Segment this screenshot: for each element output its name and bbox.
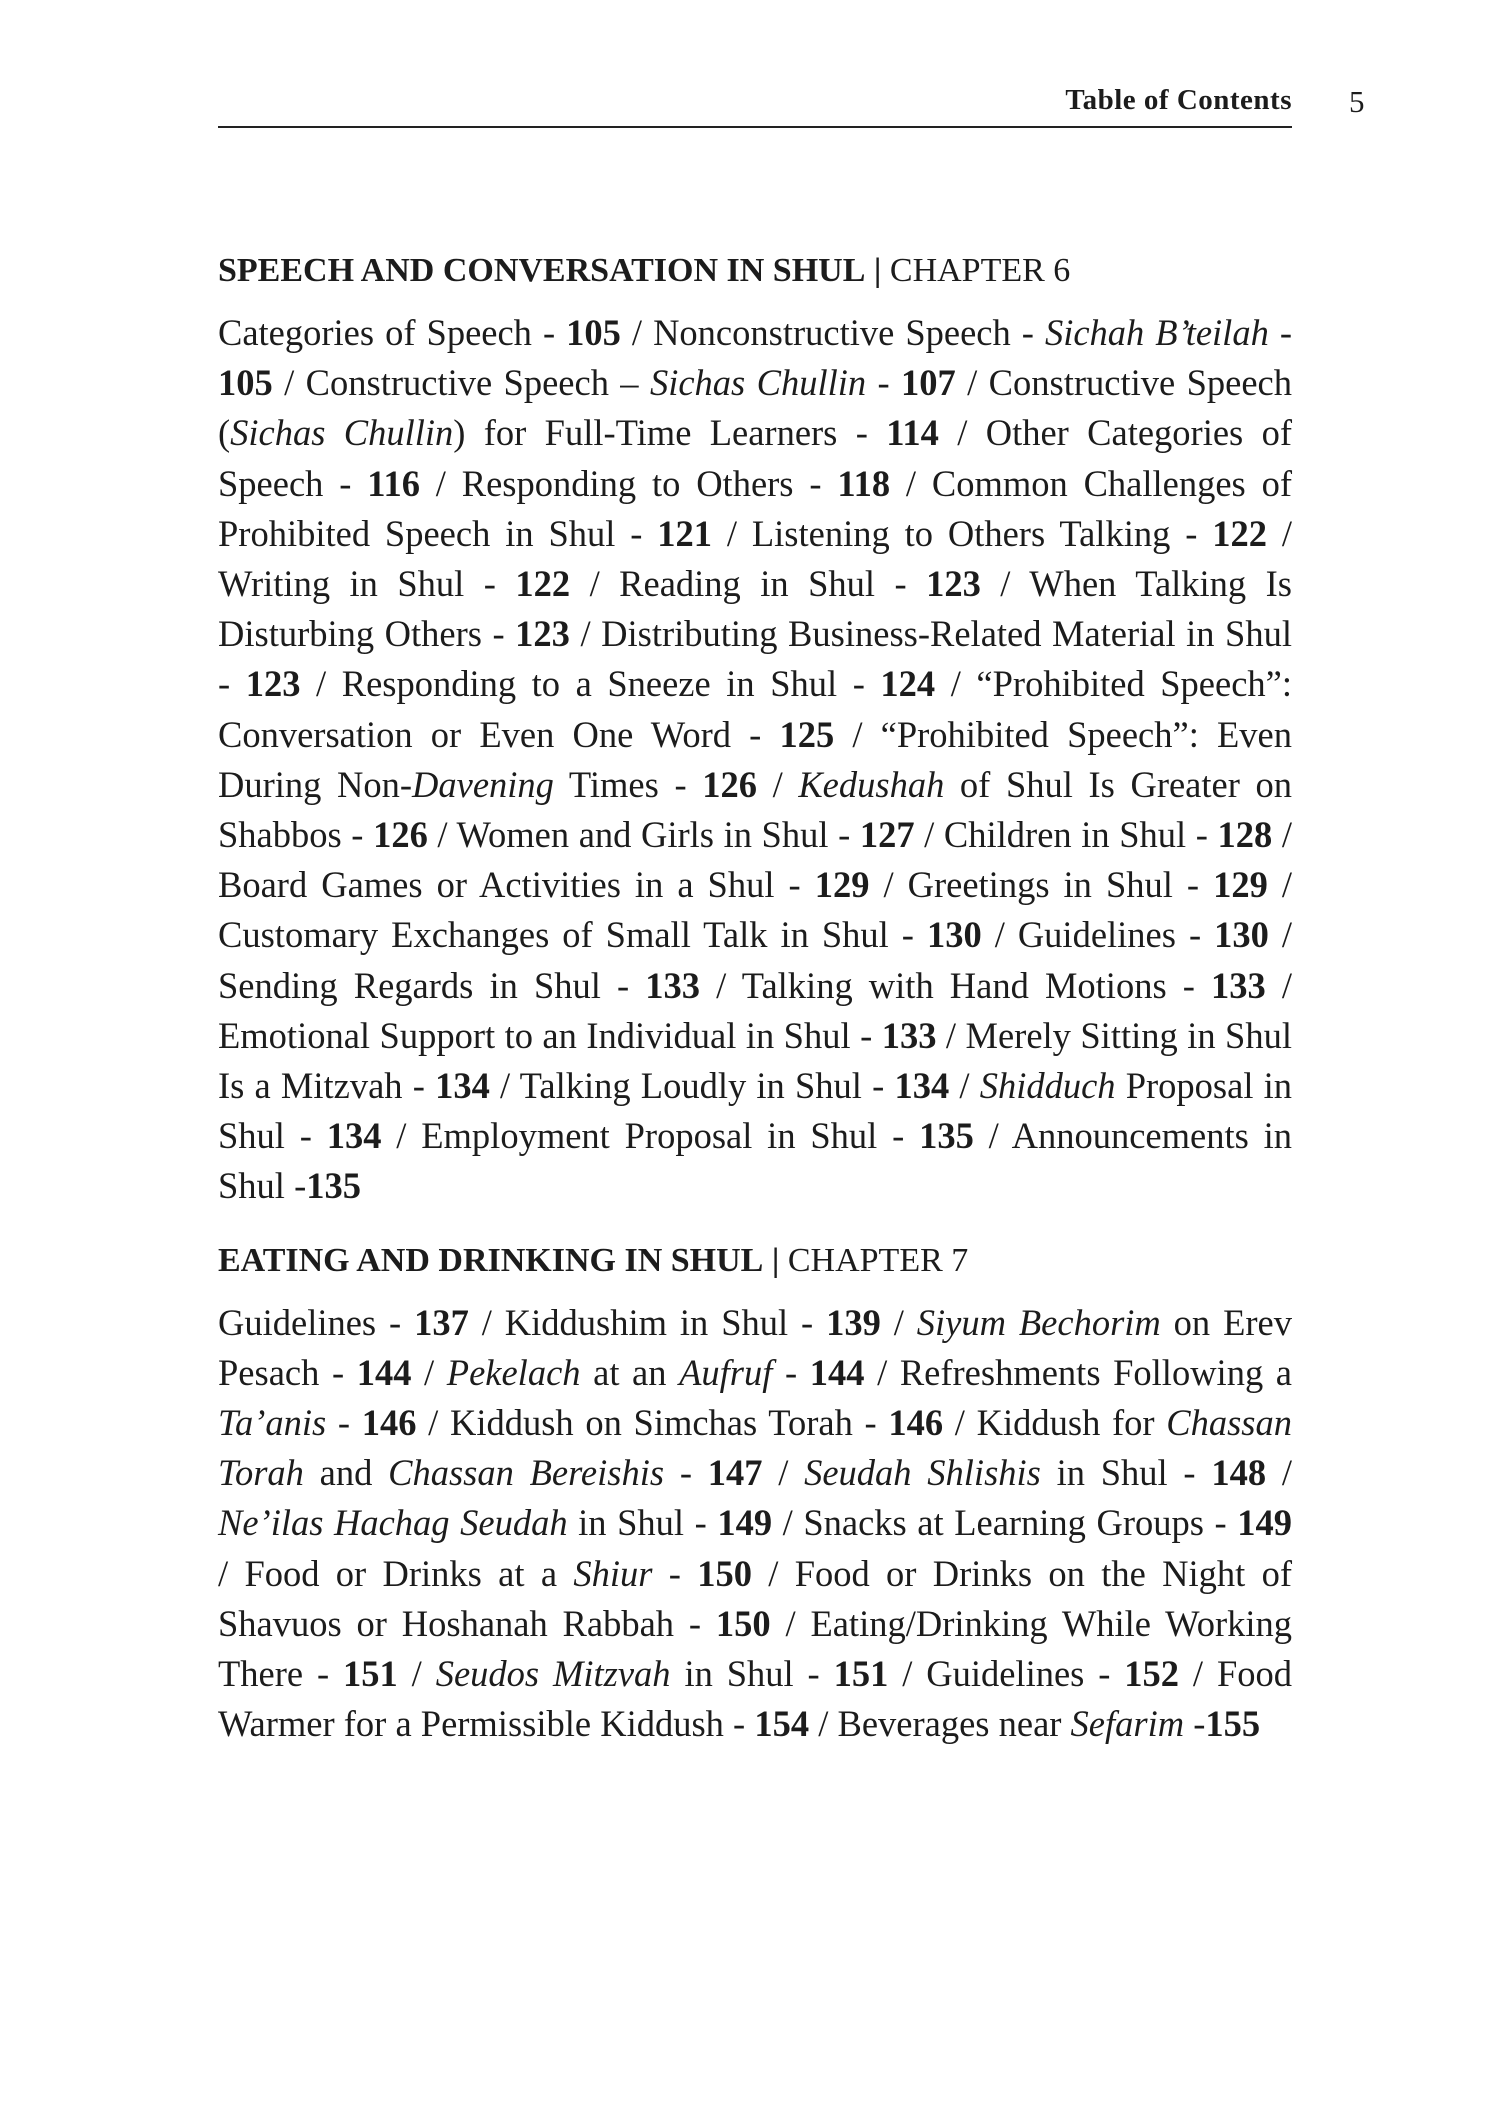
toc-entry-page: 121: [657, 512, 713, 554]
toc-entries: Guidelines - 137 / Kiddushim in Shul - 139 / Siyum Bechorim on Erev Pesach - 144 / Pekelach at an Aufruf - 144 / Refreshments Following a Ta’anis - 146 / Kiddush on Simchas Torah - 146 / Kiddush for Chassan Torah and Chassan Bereishis - 147 / Seudah Shlishis in Shul - 148 / Ne’ilas Hachag Seudah in Shul - 149 / Snacks at Learning Groups - 149 / Food or Drinks at a Shiur - 150 / Food or Drinks on the Night of Shavuos or Hoshanah Rabbah - 150 / Eating/Drinking While Working There - 151 / Seudos Mitzvah in Shul - 151 / Guidelines - 152 / Food Warmer for a Permissible Kiddush - 154 / Beverages near Sefarim -155: [218, 1301, 1293, 1745]
toc-entry-title: Snacks at Learning Groups: [803, 1502, 1204, 1544]
toc-entry-title: Common Challenges of Prohibited Speech in Shul: [218, 462, 1292, 554]
toc-entry-title: Writing in Shul: [218, 563, 465, 605]
toc-entry: Constructive Speech – Sichas Chullin - 107: [305, 362, 956, 404]
toc-entry-page: 149: [1237, 1502, 1292, 1544]
chapter-heading: [218, 248, 1292, 294]
toc-entry-title: Food or Drinks on the Night of Shavuos or Hoshanah Rabbah: [218, 1552, 1292, 1644]
toc-entry-title: Food or Drinks at a Shiur: [244, 1552, 653, 1594]
chapter-section: [218, 248, 1292, 1212]
toc-entry-title: Guidelines: [218, 1301, 377, 1343]
toc-entry: Siyum Bechorim on Erev Pesach - 144: [218, 1301, 1292, 1393]
toc-entry-title: Sending Regards in Shul: [218, 964, 601, 1006]
toc-entry-page: 125: [779, 713, 835, 755]
toc-entry: Seudos Mitzvah in Shul - 151: [435, 1653, 889, 1695]
toc-entry-page: 122: [1212, 512, 1267, 554]
toc-entry: Talking Loudly in Shul - 134: [519, 1065, 950, 1107]
toc-entry: Merely Sitting in Shul Is a Mitzvah - 134: [218, 1014, 1292, 1107]
toc-entry-title: Ne’ilas Hachag Seudah in Shul: [218, 1502, 685, 1544]
toc-entry: Constructive Speech (Sichas Chullin) for Full-Time Learners - 114: [218, 362, 1292, 454]
toc-entry: When Talking Is Disturbing Others - 123: [218, 563, 1292, 655]
toc-entry-page: 133: [645, 964, 701, 1006]
toc-entry-title: Guidelines: [926, 1653, 1085, 1695]
toc-entry: Greetings in Shul - 129: [907, 864, 1268, 906]
toc-entry-title: Listening to Others Talking: [751, 512, 1171, 554]
toc-entry-page: 122: [515, 563, 571, 605]
toc-entry: Guidelines - 152: [926, 1653, 1180, 1695]
toc-entry: Kedushah of Shul Is Greater on Shabbos - 126: [218, 763, 1292, 856]
toc-entry: Nonconstructive Speech - Sichah B’teilah - 105: [218, 312, 1292, 404]
toc-entry: Food or Drinks at a Shiur - 150: [244, 1552, 752, 1594]
page-number: 5: [1349, 84, 1365, 119]
toc-entry-title: Talking with Hand Motions: [741, 964, 1167, 1006]
toc-entry-title: Kiddush on Simchas Torah: [449, 1402, 853, 1444]
toc-body: [218, 248, 1292, 1775]
toc-entry-title: Employment Proposal in Shul: [421, 1115, 878, 1157]
toc-entry-page: 155: [1205, 1703, 1261, 1745]
toc-entry-page: 133: [1211, 964, 1266, 1006]
toc-entry-title: “Prohibited Speech”: Even During Non-Davening Times: [218, 713, 1292, 805]
toc-entry-page: 134: [435, 1065, 490, 1107]
toc-entry-page: 130: [1214, 914, 1269, 956]
toc-entry-title: Talking Loudly in Shul: [519, 1065, 862, 1107]
toc-entry: Guidelines - 137: [218, 1301, 469, 1343]
toc-entry-title: “Prohibited Speech”: Conversation or Even One Word: [218, 663, 1292, 755]
toc-entry: Other Categories of Speech - 116: [218, 412, 1292, 504]
toc-entry-page: 135: [306, 1165, 361, 1207]
toc-entry: Kiddush for Chassan Torah and Chassan Bereishis - 147: [218, 1402, 1292, 1494]
toc-entry-title: Eating/Drinking While Working There: [218, 1602, 1292, 1695]
toc-entry-page: 123: [926, 563, 981, 605]
toc-entry-title: Merely Sitting in Shul Is a Mitzvah: [218, 1014, 1292, 1107]
toc-entry-page: 105: [566, 312, 621, 353]
toc-entry-title: Kiddushim in Shul: [504, 1301, 789, 1343]
toc-entry-page: 129: [1213, 864, 1268, 906]
toc-entry: Ne’ilas Hachag Seudah in Shul - 149: [218, 1502, 773, 1544]
toc-entry-title: Other Categories of Speech: [218, 412, 1292, 504]
toc-entry-page: 146: [361, 1402, 417, 1444]
chapter-label: CHAPTER 6: [889, 252, 1071, 289]
toc-entry: Common Challenges of Prohibited Speech in Shul - 121: [218, 462, 1292, 554]
chapter-label: CHAPTER 7: [787, 1241, 969, 1279]
toc-entry: Emotional Support to an Individual in Shul - 133: [218, 1014, 937, 1056]
toc-entry: Listening to Others Talking - 122: [751, 512, 1267, 554]
toc-entry-title: Board Games or Activities in a Shul: [218, 864, 775, 906]
toc-entry-title: Children in Shul: [943, 814, 1187, 856]
toc-entry: Customary Exchanges of Small Talk in Shul - 130: [218, 914, 982, 956]
toc-entry: Sending Regards in Shul - 133: [218, 964, 701, 1006]
toc-entry-page: 139: [826, 1301, 881, 1343]
toc-entry: Eating/Drinking While Working There - 151: [218, 1602, 1292, 1695]
toc-entry: Beverages near Sefarim -155: [837, 1703, 1261, 1745]
running-title: Table of Contents: [1065, 84, 1292, 116]
toc-entry: Reading in Shul - 123: [619, 563, 981, 605]
toc-entry: Refreshments Following a Ta’anis - 146: [218, 1351, 1292, 1444]
toc-entry-page: 154: [754, 1703, 810, 1745]
toc-entry-page: 144: [356, 1351, 412, 1393]
toc-entry: Food Warmer for a Permissible Kiddush - 154: [218, 1653, 1293, 1745]
toc-entry-page: 149: [717, 1502, 773, 1544]
toc-entry-title: Emotional Support to an Individual in Shul: [218, 1014, 851, 1056]
chapter-divider: |: [873, 252, 882, 289]
toc-entry-page: 137: [414, 1301, 469, 1343]
toc-entry: Seudah Shlishis in Shul - 148: [804, 1452, 1267, 1494]
toc-entry-page: 147: [707, 1452, 763, 1494]
toc-entry: Announcements in Shul -135: [218, 1115, 1293, 1207]
toc-entry-page: 150: [715, 1602, 771, 1644]
toc-entry-title: Constructive Speech – Sichas Chullin: [305, 362, 867, 404]
toc-entry: Board Games or Activities in a Shul - 129: [218, 864, 870, 906]
toc-entry: Kiddush on Simchas Torah - 146: [449, 1402, 944, 1444]
toc-entry: “Prohibited Speech”: Even During Non-Davening Times - 126: [218, 713, 1292, 805]
toc-entry: Pekelach at an Aufruf - 144: [446, 1351, 865, 1393]
toc-entry-page: 151: [833, 1653, 889, 1695]
toc-entry-title: Guidelines: [1017, 914, 1176, 956]
toc-entry-title: Seudah Shlishis in Shul: [804, 1452, 1168, 1494]
toc-entry: Guidelines - 130: [1017, 914, 1269, 956]
toc-entry: Distributing Business-Related Material in Shul - 123: [218, 613, 1292, 705]
toc-entry: Kiddushim in Shul - 139: [504, 1301, 881, 1343]
chapter-title: SPEECH AND CONVERSATION IN SHUL: [218, 252, 866, 289]
toc-entry-title: Responding to Others: [461, 462, 794, 504]
toc-entry-page: 114: [886, 412, 939, 454]
toc-entry-page: 124: [880, 663, 936, 705]
toc-entry: Categories of Speech - 105: [218, 312, 621, 353]
toc-entry-page: 126: [702, 763, 757, 805]
toc-entry-title: Distributing Business-Related Material in Shul: [601, 613, 1292, 655]
toc-entry: Responding to Others - 118: [461, 462, 891, 504]
toc-entry-page: 126: [373, 814, 428, 856]
toc-entry-page: 105: [218, 362, 273, 404]
toc-entry-title: Categories of Speech: [218, 312, 532, 353]
toc-entry-title: Women and Girls in Shul: [456, 814, 829, 856]
toc-entry-title: Greetings in Shul: [907, 864, 1173, 906]
toc-entry-page: 123: [245, 663, 301, 705]
toc-entry-title: Reading in Shul: [619, 563, 876, 605]
toc-entry-title: Nonconstructive Speech - Sichah B’teilah: [653, 312, 1269, 353]
toc-entry: Shidduch Proposal in Shul - 134: [218, 1065, 1293, 1157]
chapter-divider: |: [771, 1241, 780, 1279]
toc-entry-page: 135: [919, 1115, 974, 1157]
toc-entry-page: 116: [367, 462, 420, 504]
toc-entry-title: Siyum Bechorim on Erev Pesach: [218, 1301, 1292, 1393]
toc-entry-page: 134: [326, 1115, 382, 1157]
toc-entry-page: 152: [1124, 1653, 1180, 1695]
toc-entry-title: Pekelach at an Aufruf: [446, 1351, 773, 1393]
toc-entry: Employment Proposal in Shul - 135: [421, 1115, 974, 1157]
toc-entry-title: Shidduch Proposal in Shul: [218, 1065, 1293, 1157]
toc-entry-title: Kedushah of Shul Is Greater on Shabbos: [218, 763, 1292, 856]
toc-entry-title: Seudos Mitzvah in Shul: [435, 1653, 794, 1695]
toc-entry-title: Food Warmer for a Permissible Kiddush: [218, 1653, 1293, 1745]
toc-entry-page: 133: [881, 1014, 937, 1056]
toc-entry: Responding to a Sneeze in Shul - 124: [341, 663, 936, 705]
toc-entry-title: Beverages near Sefarim: [837, 1703, 1185, 1745]
toc-entry-page: 123: [515, 613, 570, 655]
toc-entry-title: When Talking Is Disturbing Others: [218, 563, 1292, 655]
chapter-title: EATING AND DRINKING IN SHUL: [218, 1241, 764, 1279]
toc-entry-title: Refreshments Following a Ta’anis: [218, 1351, 1292, 1444]
toc-entry-page: 128: [1217, 814, 1273, 856]
toc-entry-title: Responding to a Sneeze in Shul: [341, 663, 838, 705]
toc-entry-page: 134: [894, 1065, 950, 1107]
chapter-heading: [218, 1238, 1292, 1284]
toc-entry: Women and Girls in Shul - 127: [456, 814, 915, 856]
toc-entry-page: 144: [809, 1351, 865, 1393]
toc-entry-page: 148: [1211, 1452, 1267, 1494]
toc-entry-page: 129: [814, 864, 870, 906]
toc-entry-title: Kiddush for Chassan Torah and Chassan Bereishis: [218, 1402, 1292, 1494]
toc-entry: Children in Shul - 128: [943, 814, 1273, 856]
toc-entry-title: Customary Exchanges of Small Talk in Shul: [218, 914, 889, 956]
toc-entry-page: 130: [926, 914, 982, 956]
toc-entry-page: 107: [901, 362, 956, 404]
chapter-section: [218, 1238, 1292, 1750]
toc-entry-page: 127: [859, 814, 915, 856]
toc-entry: Talking with Hand Motions - 133: [741, 964, 1266, 1006]
toc-entry: Snacks at Learning Groups - 149: [803, 1502, 1292, 1544]
toc-entry-title: Announcements in Shul: [218, 1115, 1293, 1207]
toc-entry-page: 146: [888, 1402, 944, 1444]
toc-entry-title: Constructive Speech (Sichas Chullin) for Full-Time Learners: [218, 362, 1292, 454]
toc-entry: Food or Drinks on the Night of Shavuos or Hoshanah Rabbah - 150: [218, 1552, 1292, 1644]
toc-entry-page: 151: [343, 1653, 398, 1695]
toc-entry: Writing in Shul - 122: [218, 563, 571, 605]
toc-entry-page: 150: [697, 1552, 752, 1594]
toc-entries: Categories of Speech - 105 / Nonconstructive Speech - Sichah B’teilah - 105 / Constructive Speech – Sichas Chullin - 107 / Constructive Speech (Sichas Chullin) for Full-Time Learners - 114 / Other Categories of Speech - 116 / Responding to Others - 118 / Common Challenges of Prohibited Speech in Shul - 121 / Listening to Others Talking - 122 / Writing in Shul - 122 / Reading in Shul - 123 / When Talking Is Disturbing Others - 123 / Distributing Business-Related Material in Shul - 123 / Responding to a Sneeze in Shul - 124 / “Prohibited Speech”: Conversation or Even One Word - 125 / “Prohibited Speech”: Even During Non-Davening Times - 126 / Kedushah of Shul Is Greater on Shabbos - 126 / Women and Girls in Shul - 127 / Children in Shul - 128 / Board Games or Activities in a Shul - 129 / Greetings in Shul - 129 / Customary Exchanges of Small Talk in Shul - 130 / Guidelines - 130 / Sending Regards in Shul - 133 / Talking with Hand Motions - 133 / Emotional Support to an Individual in Shul - 133 / Merely Sitting in Shul Is a Mitzvah - 134 / Talking Loudly in Shul - 134 / Shidduch Proposal in Shul - 134 / Employment Proposal in Shul - 135 / Announcements in Shul -135: [218, 312, 1293, 1207]
toc-entry-page: 118: [837, 462, 891, 504]
toc-entry: “Prohibited Speech”: Conversation or Even One Word - 125: [218, 663, 1292, 755]
running-header: [218, 80, 1292, 128]
